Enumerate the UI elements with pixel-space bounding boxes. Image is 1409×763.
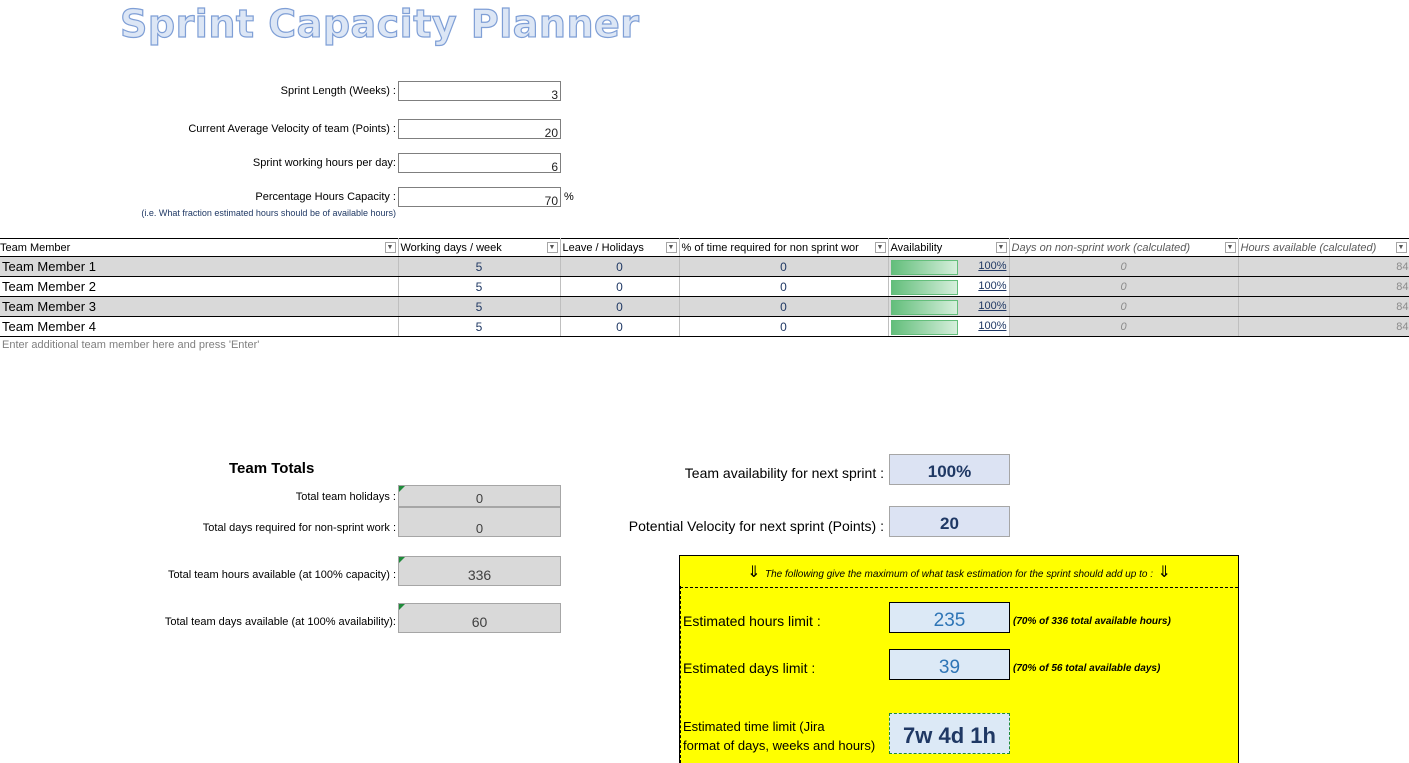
availability-bar: [891, 300, 958, 315]
sprint-length-label: Sprint Length (Weeks) :: [280, 85, 396, 97]
potential-velocity-label: Potential Velocity for next sprint (Points) :: [628, 518, 884, 534]
capacity-label: Percentage Hours Capacity :: [255, 191, 396, 203]
table-row: [0, 257, 1409, 277]
total-holidays-value[interactable]: 0: [398, 485, 561, 507]
formula-indicator-icon: [399, 486, 405, 492]
leave-cell[interactable]: 0: [560, 277, 679, 297]
availability-bar: [891, 280, 958, 295]
col-header-nonsprint-pct[interactable]: % of time required for non sprint wor ▼: [679, 239, 888, 257]
availability-cell[interactable]: [888, 257, 1009, 277]
calc-hours-cell: 84: [1238, 277, 1409, 297]
availability-bar: [891, 260, 958, 275]
working-days-cell[interactable]: 5: [398, 297, 560, 317]
team-table: [0, 238, 1409, 337]
estimated-hours-note: (70% of 336 total available hours): [1013, 616, 1171, 627]
nonsprint-cell[interactable]: 0: [679, 297, 888, 317]
working-days-cell[interactable]: 5: [398, 277, 560, 297]
col-header-team-member[interactable]: Team Member ▼: [0, 239, 398, 257]
col-header-leave[interactable]: Leave / Holidays ▼: [560, 239, 679, 257]
leave-cell[interactable]: 0: [560, 317, 679, 337]
member-name-cell[interactable]: Team Member 4: [0, 317, 398, 337]
estimated-hours-value[interactable]: 235: [889, 602, 1010, 633]
availability-cell[interactable]: [888, 297, 1009, 317]
estimated-days-note: (70% of 56 total available days): [1013, 663, 1161, 674]
total-holidays-label: Total team holidays :: [295, 491, 396, 503]
estimated-time-value[interactable]: 7w 4d 1h: [889, 713, 1010, 754]
capacity-unit: %: [564, 191, 574, 203]
filter-dropdown-icon[interactable]: ▼: [875, 242, 886, 253]
velocity-input[interactable]: 20: [398, 119, 561, 139]
estimation-panel: [679, 555, 1239, 763]
total-hours-value[interactable]: 336: [398, 556, 561, 586]
calc-days-cell: 0: [1009, 257, 1238, 277]
estimated-days-value[interactable]: 39: [889, 649, 1010, 680]
filter-dropdown-icon[interactable]: ▼: [1225, 242, 1236, 253]
estimation-header-text: The following give the maximum of what task estimation for the sprint should add up to :: [765, 569, 1153, 580]
estimation-header: [680, 562, 1238, 588]
member-name-cell[interactable]: Team Member 3: [0, 297, 398, 317]
team-availability-label: Team availability for next sprint :: [684, 465, 884, 481]
calc-days-cell: 0: [1009, 277, 1238, 297]
capacity-input[interactable]: 70: [398, 187, 561, 207]
table-row: [0, 317, 1409, 337]
availability-cell[interactable]: [888, 277, 1009, 297]
capacity-note: (i.e. What fraction estimated hours should be of available hours): [141, 208, 396, 218]
leave-cell[interactable]: 0: [560, 257, 679, 277]
total-nonsprint-label: Total days required for non-sprint work :: [202, 522, 396, 534]
sprint-length-input[interactable]: 3: [398, 81, 561, 101]
table-row: [0, 277, 1409, 297]
working-days-cell[interactable]: 5: [398, 317, 560, 337]
col-header-calc-hours[interactable]: Hours available (calculated) ▼: [1238, 239, 1409, 257]
col-header-availability[interactable]: Availability ▼: [888, 239, 1009, 257]
availability-value: 100%: [978, 280, 1007, 292]
calc-hours-cell: 84: [1238, 257, 1409, 277]
filter-dropdown-icon[interactable]: ▼: [385, 242, 396, 253]
filter-dropdown-icon[interactable]: ▼: [996, 242, 1007, 253]
availability-value: 100%: [978, 320, 1007, 332]
total-days-label: Total team days available (at 100% availability):: [164, 616, 396, 628]
leave-cell[interactable]: 0: [560, 297, 679, 317]
team-totals-heading: Team Totals: [229, 460, 315, 477]
page-title: Sprint Capacity Planner: [120, 2, 640, 46]
col-header-working-days[interactable]: Working days / week ▼: [398, 239, 560, 257]
formula-indicator-icon: [399, 557, 405, 563]
hours-per-day-label: Sprint working hours per day:: [252, 157, 396, 169]
nonsprint-cell[interactable]: 0: [679, 257, 888, 277]
hours-per-day-input[interactable]: 6: [398, 153, 561, 173]
filter-dropdown-icon[interactable]: ▼: [666, 242, 677, 253]
filter-dropdown-icon[interactable]: ▼: [547, 242, 558, 253]
add-member-hint[interactable]: Enter additional team member here and press 'Enter': [2, 339, 260, 351]
calc-days-cell: 0: [1009, 317, 1238, 337]
availability-value: 100%: [978, 260, 1007, 272]
availability-bar: [891, 320, 958, 335]
availability-cell[interactable]: [888, 317, 1009, 337]
working-days-cell[interactable]: 5: [398, 257, 560, 277]
member-name-cell[interactable]: Team Member 2: [0, 277, 398, 297]
total-nonsprint-value[interactable]: 0: [398, 507, 561, 537]
filter-dropdown-icon[interactable]: ▼: [1396, 242, 1407, 253]
potential-velocity-value[interactable]: 20: [889, 506, 1010, 537]
formula-indicator-icon: [399, 604, 405, 610]
member-name-cell[interactable]: Team Member 1: [0, 257, 398, 277]
estimated-time-label: Estimated time limit (Jira format of days, weeks and hours): [683, 719, 876, 753]
calc-hours-cell: 84: [1238, 317, 1409, 337]
nonsprint-cell[interactable]: 0: [679, 317, 888, 337]
velocity-label: Current Average Velocity of team (Points) :: [188, 123, 396, 135]
nonsprint-cell[interactable]: 0: [679, 277, 888, 297]
estimated-days-label: Estimated days limit :: [683, 660, 816, 676]
table-row: [0, 297, 1409, 317]
total-hours-label: Total team hours available (at 100% capacity) :: [167, 569, 396, 581]
total-days-value[interactable]: 60: [398, 603, 561, 633]
down-arrow-icon: ⇓: [747, 564, 761, 581]
team-availability-value[interactable]: 100%: [889, 454, 1010, 485]
col-header-calc-days[interactable]: Days on non-sprint work (calculated) ▼: [1009, 239, 1238, 257]
down-arrow-icon: ⇓: [1157, 564, 1171, 581]
calc-days-cell: 0: [1009, 297, 1238, 317]
availability-value: 100%: [978, 300, 1007, 312]
calc-hours-cell: 84: [1238, 297, 1409, 317]
estimated-hours-label: Estimated hours limit :: [683, 613, 821, 629]
